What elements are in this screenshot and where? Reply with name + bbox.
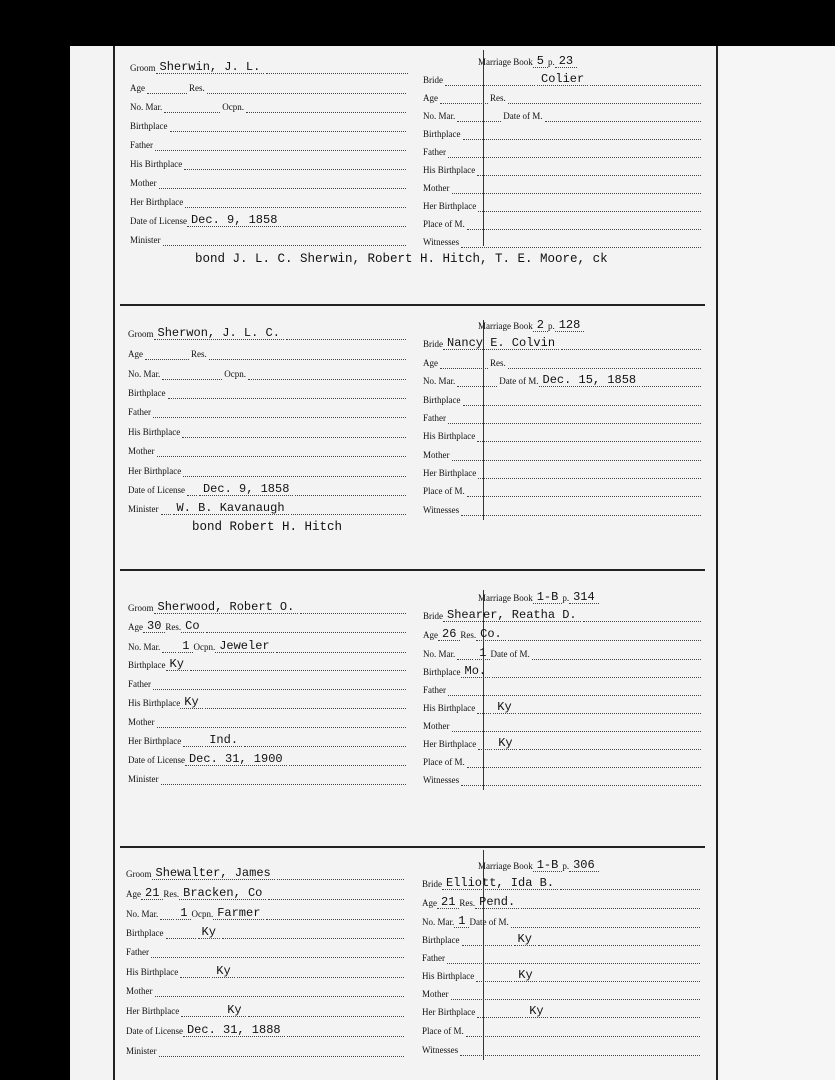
father-label: Father — [128, 679, 151, 689]
card-separator — [120, 304, 705, 306]
father-label: Father — [423, 685, 446, 695]
mother-row — [130, 173, 408, 189]
bride-age-row — [422, 893, 702, 909]
bride-his-birthplace-row — [423, 426, 703, 442]
license-row — [128, 750, 408, 766]
mother-label: Mother — [126, 986, 153, 996]
age-label: Age — [423, 630, 438, 640]
bride-birthplace: Mo. — [461, 665, 491, 678]
license-date: Dec. 31, 1900 — [185, 753, 287, 766]
marriage-book-row — [478, 856, 678, 872]
no-mar-label: No. Mar. — [423, 649, 456, 659]
bride-her-birthplace-row — [423, 196, 703, 212]
bride-mother-row — [423, 178, 703, 194]
mother-label: Mother — [130, 178, 157, 188]
bride-label: Bride — [423, 611, 443, 621]
bride-res: Pend. — [475, 896, 519, 909]
age-label: Age — [126, 889, 141, 899]
his-birthplace-label: His Birthplace — [130, 159, 183, 169]
his-birthplace-value: Ky — [180, 696, 202, 709]
bride-mother-row — [423, 716, 703, 732]
place-of-m-row — [423, 752, 703, 768]
no-mar-label: No. Mar. — [422, 917, 455, 927]
groom-label: Groom — [126, 869, 152, 879]
bride-res: Co. — [476, 628, 506, 641]
her-birthplace-row — [130, 192, 408, 208]
mother-row — [126, 981, 406, 997]
license-label: Date of License — [126, 1026, 183, 1036]
date-of-m-label: Date of M. — [490, 649, 530, 659]
age-row — [130, 78, 408, 94]
bride-label: Bride — [422, 879, 442, 889]
page-label: p. — [562, 861, 570, 871]
place-of-m-row — [422, 1021, 702, 1037]
groom-row — [128, 598, 408, 614]
birthplace-label: Birthplace — [128, 660, 166, 670]
his-birthplace-label: His Birthplace — [423, 703, 476, 713]
father-label: Father — [130, 140, 153, 150]
bride-his-birthplace-row — [422, 966, 702, 982]
no-mar-row — [126, 904, 406, 920]
bride-father-row — [423, 142, 703, 158]
bride-label: Bride — [423, 339, 443, 349]
card-top-line — [120, 846, 705, 848]
no-mar-label: No. Mar. — [423, 376, 456, 386]
father-row — [128, 402, 408, 418]
no-mar-label: No. Mar. — [126, 909, 159, 919]
place-of-m-label: Place of M. — [422, 1026, 464, 1036]
age-label: Age — [422, 898, 437, 908]
bride-no-mar: 1 — [475, 647, 490, 660]
his-birthplace-label: His Birthplace — [423, 165, 476, 175]
his-birthplace-row — [128, 422, 408, 438]
her-birthplace-value: Ky — [223, 1004, 245, 1017]
bride-father-row — [422, 948, 702, 964]
groom-birthplace: Ky — [166, 658, 188, 671]
age-label: Age — [130, 83, 145, 93]
minister-row — [128, 769, 408, 785]
marriage-book-label: Marriage Book — [478, 861, 533, 871]
bride-name: Nancy E. Colvin — [443, 337, 559, 350]
res-label: Res. — [191, 349, 207, 359]
marriage-book-label: Marriage Book — [478, 321, 533, 331]
ocpn-label: Ocpn. — [224, 369, 246, 379]
page-label: p. — [562, 593, 570, 603]
license-row — [126, 1021, 406, 1037]
his-birthplace-row — [130, 154, 408, 170]
ocpn-label: Ocpn. — [191, 909, 214, 919]
groom-age: 21 — [141, 887, 163, 900]
groom-occupation: Jeweler — [215, 640, 273, 653]
bond-note: bond J. L. C. Sherwin, Robert H. Hitch, T. E. Moore, ck — [195, 252, 608, 266]
groom-age: 30 — [143, 620, 165, 633]
birthplace-label: Birthplace — [423, 667, 461, 677]
bride-birthplace-row — [422, 930, 702, 946]
minister-label: Minister — [126, 1046, 157, 1056]
marriage-book-label: Marriage Book — [478, 593, 533, 603]
mother-label: Mother — [422, 989, 449, 999]
bride-no-mar-row — [423, 106, 703, 122]
minister-row — [128, 499, 408, 515]
bride-name: Shearer, Reatha D. — [443, 609, 581, 622]
bride-no-mar: 1 — [454, 915, 469, 928]
mother-label: Mother — [423, 450, 450, 460]
no-mar-label: No. Mar. — [128, 642, 161, 652]
her-birthplace-label: Her Birthplace — [423, 201, 477, 211]
right-margin-line — [716, 46, 718, 1080]
father-row — [126, 942, 406, 958]
license-date: Dec. 31, 1888 — [183, 1024, 285, 1037]
marriage-book-label: Marriage Book — [478, 57, 533, 67]
groom-name: Sherwood, Robert O. — [154, 601, 299, 614]
groom-label: Groom — [130, 63, 156, 73]
witnesses-row — [423, 770, 703, 786]
bride-age-row — [423, 625, 703, 641]
birthplace-row — [128, 383, 408, 399]
bride-age-row — [423, 353, 703, 369]
father-label: Father — [126, 947, 149, 957]
his-birthplace-value: Ky — [514, 969, 536, 982]
bride-his-birthplace-row — [423, 160, 703, 176]
license-date: Dec. 9, 1858 — [187, 214, 281, 227]
her-birthplace-row — [126, 1001, 406, 1017]
bride-age: 21 — [437, 896, 459, 909]
his-birthplace-label: His Birthplace — [423, 431, 476, 441]
bride-father-row — [423, 408, 703, 424]
age-label: Age — [423, 93, 438, 103]
his-birthplace-label: His Birthplace — [126, 967, 179, 977]
no-mar-row — [128, 364, 408, 380]
ocpn-label: Ocpn. — [222, 102, 244, 112]
bride-name: Elliott, Ida B. — [442, 877, 558, 890]
mother-label: Mother — [423, 183, 450, 193]
her-birthplace-value: Ky — [525, 1005, 547, 1018]
bride-no-mar-row — [422, 912, 702, 928]
no-mar-label: No. Mar. — [130, 102, 163, 112]
bride-his-birthplace-row — [423, 698, 703, 714]
license-label: Date of License — [128, 485, 185, 495]
birthplace-label: Birthplace — [130, 121, 168, 131]
license-date: Dec. 9, 1858 — [199, 483, 293, 496]
witnesses-label: Witnesses — [423, 505, 460, 515]
bride-her-birthplace-row — [422, 1002, 702, 1018]
adjacent-page-strip — [720, 46, 835, 1080]
her-birthplace-label: Her Birthplace — [128, 466, 182, 476]
place-of-m-label: Place of M. — [423, 486, 465, 496]
bride-birthplace-row — [423, 662, 703, 678]
minister-label: Minister — [128, 504, 159, 514]
bride-label: Bride — [423, 75, 443, 85]
groom-no-mar: 1 — [176, 907, 191, 920]
father-label: Father — [423, 413, 446, 423]
place-of-m-row — [423, 214, 703, 230]
birthplace-row — [128, 655, 408, 671]
witnesses-label: Witnesses — [423, 775, 460, 785]
bride-row — [423, 606, 703, 622]
age-label: Age — [423, 358, 438, 368]
page-number: 128 — [555, 319, 585, 332]
his-birthplace-label: His Birthplace — [128, 427, 181, 437]
page-number: 314 — [569, 591, 599, 604]
birthplace-label: Birthplace — [423, 395, 461, 405]
bride-row — [423, 70, 703, 86]
bride-row — [422, 874, 702, 890]
license-label: Date of License — [130, 216, 187, 226]
page-label: p. — [547, 321, 555, 331]
bride-age: 26 — [438, 628, 460, 641]
his-birthplace-label: His Birthplace — [128, 698, 181, 708]
mother-row — [128, 712, 408, 728]
no-mar-label: No. Mar. — [423, 111, 456, 121]
bride-no-mar-row — [423, 644, 703, 660]
groom-label: Groom — [128, 329, 154, 339]
father-label: Father — [128, 407, 151, 417]
groom-res: Bracken, Co — [179, 887, 266, 900]
minister-label: Minister — [130, 235, 161, 245]
her-birthplace-value: Ind. — [205, 734, 242, 747]
groom-res: Co — [181, 620, 203, 633]
marriage-book-row — [478, 52, 653, 68]
groom-no-mar: 1 — [178, 640, 193, 653]
res-label: Res. — [460, 630, 477, 640]
no-mar-label: No. Mar. — [128, 369, 161, 379]
witnesses-row — [422, 1040, 702, 1056]
res-label: Res. — [165, 622, 182, 632]
license-row — [128, 480, 408, 496]
book-number: 1-B — [533, 591, 563, 604]
license-label: Date of License — [128, 755, 185, 765]
bond-note: bond Robert H. Hitch — [192, 520, 343, 534]
ocpn-label: Ocpn. — [193, 642, 216, 652]
minister-row — [126, 1041, 406, 1057]
her-birthplace-row — [128, 731, 408, 747]
age-row — [128, 617, 408, 633]
res-label: Res. — [490, 358, 506, 368]
res-label: Res. — [189, 83, 205, 93]
her-birthplace-label: Her Birthplace — [423, 468, 477, 478]
groom-row — [126, 864, 406, 880]
marriage-book-row — [478, 588, 678, 604]
no-mar-row — [128, 637, 408, 653]
bride-her-birthplace-row — [423, 734, 703, 750]
date-of-m-label: Date of M. — [503, 111, 543, 121]
date-of-m-label: Date of M. — [469, 917, 509, 927]
witnesses-label: Witnesses — [423, 237, 460, 247]
date-of-m-label: Date of M. — [499, 376, 539, 386]
groom-row — [130, 58, 410, 74]
her-birthplace-value: Ky — [494, 737, 516, 750]
marriage-date: Dec. 15, 1858 — [539, 374, 641, 387]
microfilm-page — [70, 46, 720, 1080]
place-of-m-label: Place of M. — [423, 757, 465, 767]
age-row — [128, 344, 408, 360]
place-of-m-row — [423, 481, 703, 497]
groom-birthplace: Ky — [198, 926, 220, 939]
groom-row — [128, 324, 408, 340]
birthplace-label: Birthplace — [423, 129, 461, 139]
groom-name: Sherwin, J. L. — [156, 61, 265, 74]
card-separator — [120, 569, 705, 571]
age-label: Age — [128, 622, 143, 632]
bride-her-birthplace-row — [423, 463, 703, 479]
book-number: 2 — [533, 319, 548, 332]
her-birthplace-row — [128, 461, 408, 477]
mother-row — [128, 441, 408, 457]
groom-occupation: Farmer — [213, 907, 264, 920]
left-margin-line — [113, 46, 115, 1080]
father-row — [130, 135, 408, 151]
bride-birthplace-row — [423, 390, 703, 406]
minister-row — [130, 230, 408, 246]
bride-name: Colier — [537, 73, 588, 86]
her-birthplace-label: Her Birthplace — [423, 739, 477, 749]
groom-name: Shewalter, James — [152, 867, 275, 880]
mother-label: Mother — [423, 721, 450, 731]
book-number: 5 — [533, 55, 548, 68]
father-label: Father — [422, 953, 445, 963]
his-birthplace-row — [126, 962, 406, 978]
page-number: 306 — [569, 859, 599, 872]
her-birthplace-label: Her Birthplace — [130, 197, 184, 207]
age-row — [126, 884, 406, 900]
res-label: Res. — [163, 889, 180, 899]
minister-name: W. B. Kavanaugh — [173, 502, 289, 515]
bride-mother-row — [422, 984, 702, 1000]
bride-row — [423, 334, 703, 350]
birthplace-label: Birthplace — [128, 388, 166, 398]
groom-name: Sherwon, J. L. C. — [154, 327, 284, 340]
witnesses-label: Witnesses — [422, 1045, 459, 1055]
her-birthplace-label: Her Birthplace — [128, 736, 182, 746]
her-birthplace-label: Her Birthplace — [422, 1007, 476, 1017]
his-birthplace-value: Ky — [493, 701, 515, 714]
father-row — [128, 674, 408, 690]
his-birthplace-value: Ky — [212, 965, 234, 978]
his-birthplace-label: His Birthplace — [422, 971, 475, 981]
witnesses-row — [423, 500, 703, 516]
birthplace-row — [126, 923, 406, 939]
no-mar-row — [130, 97, 408, 113]
bride-no-mar-row — [423, 371, 703, 387]
place-of-m-label: Place of M. — [423, 219, 465, 229]
license-row — [130, 211, 408, 227]
father-label: Father — [423, 147, 446, 157]
bride-birthplace-row — [423, 124, 703, 140]
bride-father-row — [423, 680, 703, 696]
page-number: 23 — [555, 55, 577, 68]
bride-age-row — [423, 88, 703, 104]
minister-label: Minister — [128, 774, 159, 784]
res-label: Res. — [459, 898, 476, 908]
age-label: Age — [128, 349, 143, 359]
page-label: p. — [547, 57, 555, 67]
her-birthplace-label: Her Birthplace — [126, 1006, 180, 1016]
witnesses-row — [423, 232, 703, 248]
birthplace-row — [130, 116, 408, 132]
mother-label: Mother — [128, 446, 155, 456]
bride-birthplace: Ky — [514, 933, 536, 946]
bride-mother-row — [423, 445, 703, 461]
res-label: Res. — [490, 93, 506, 103]
marriage-book-row — [478, 316, 678, 332]
his-birthplace-row — [128, 693, 408, 709]
groom-label: Groom — [128, 603, 154, 613]
mother-label: Mother — [128, 717, 155, 727]
book-number: 1-B — [533, 859, 563, 872]
birthplace-label: Birthplace — [422, 935, 460, 945]
birthplace-label: Birthplace — [126, 928, 164, 938]
